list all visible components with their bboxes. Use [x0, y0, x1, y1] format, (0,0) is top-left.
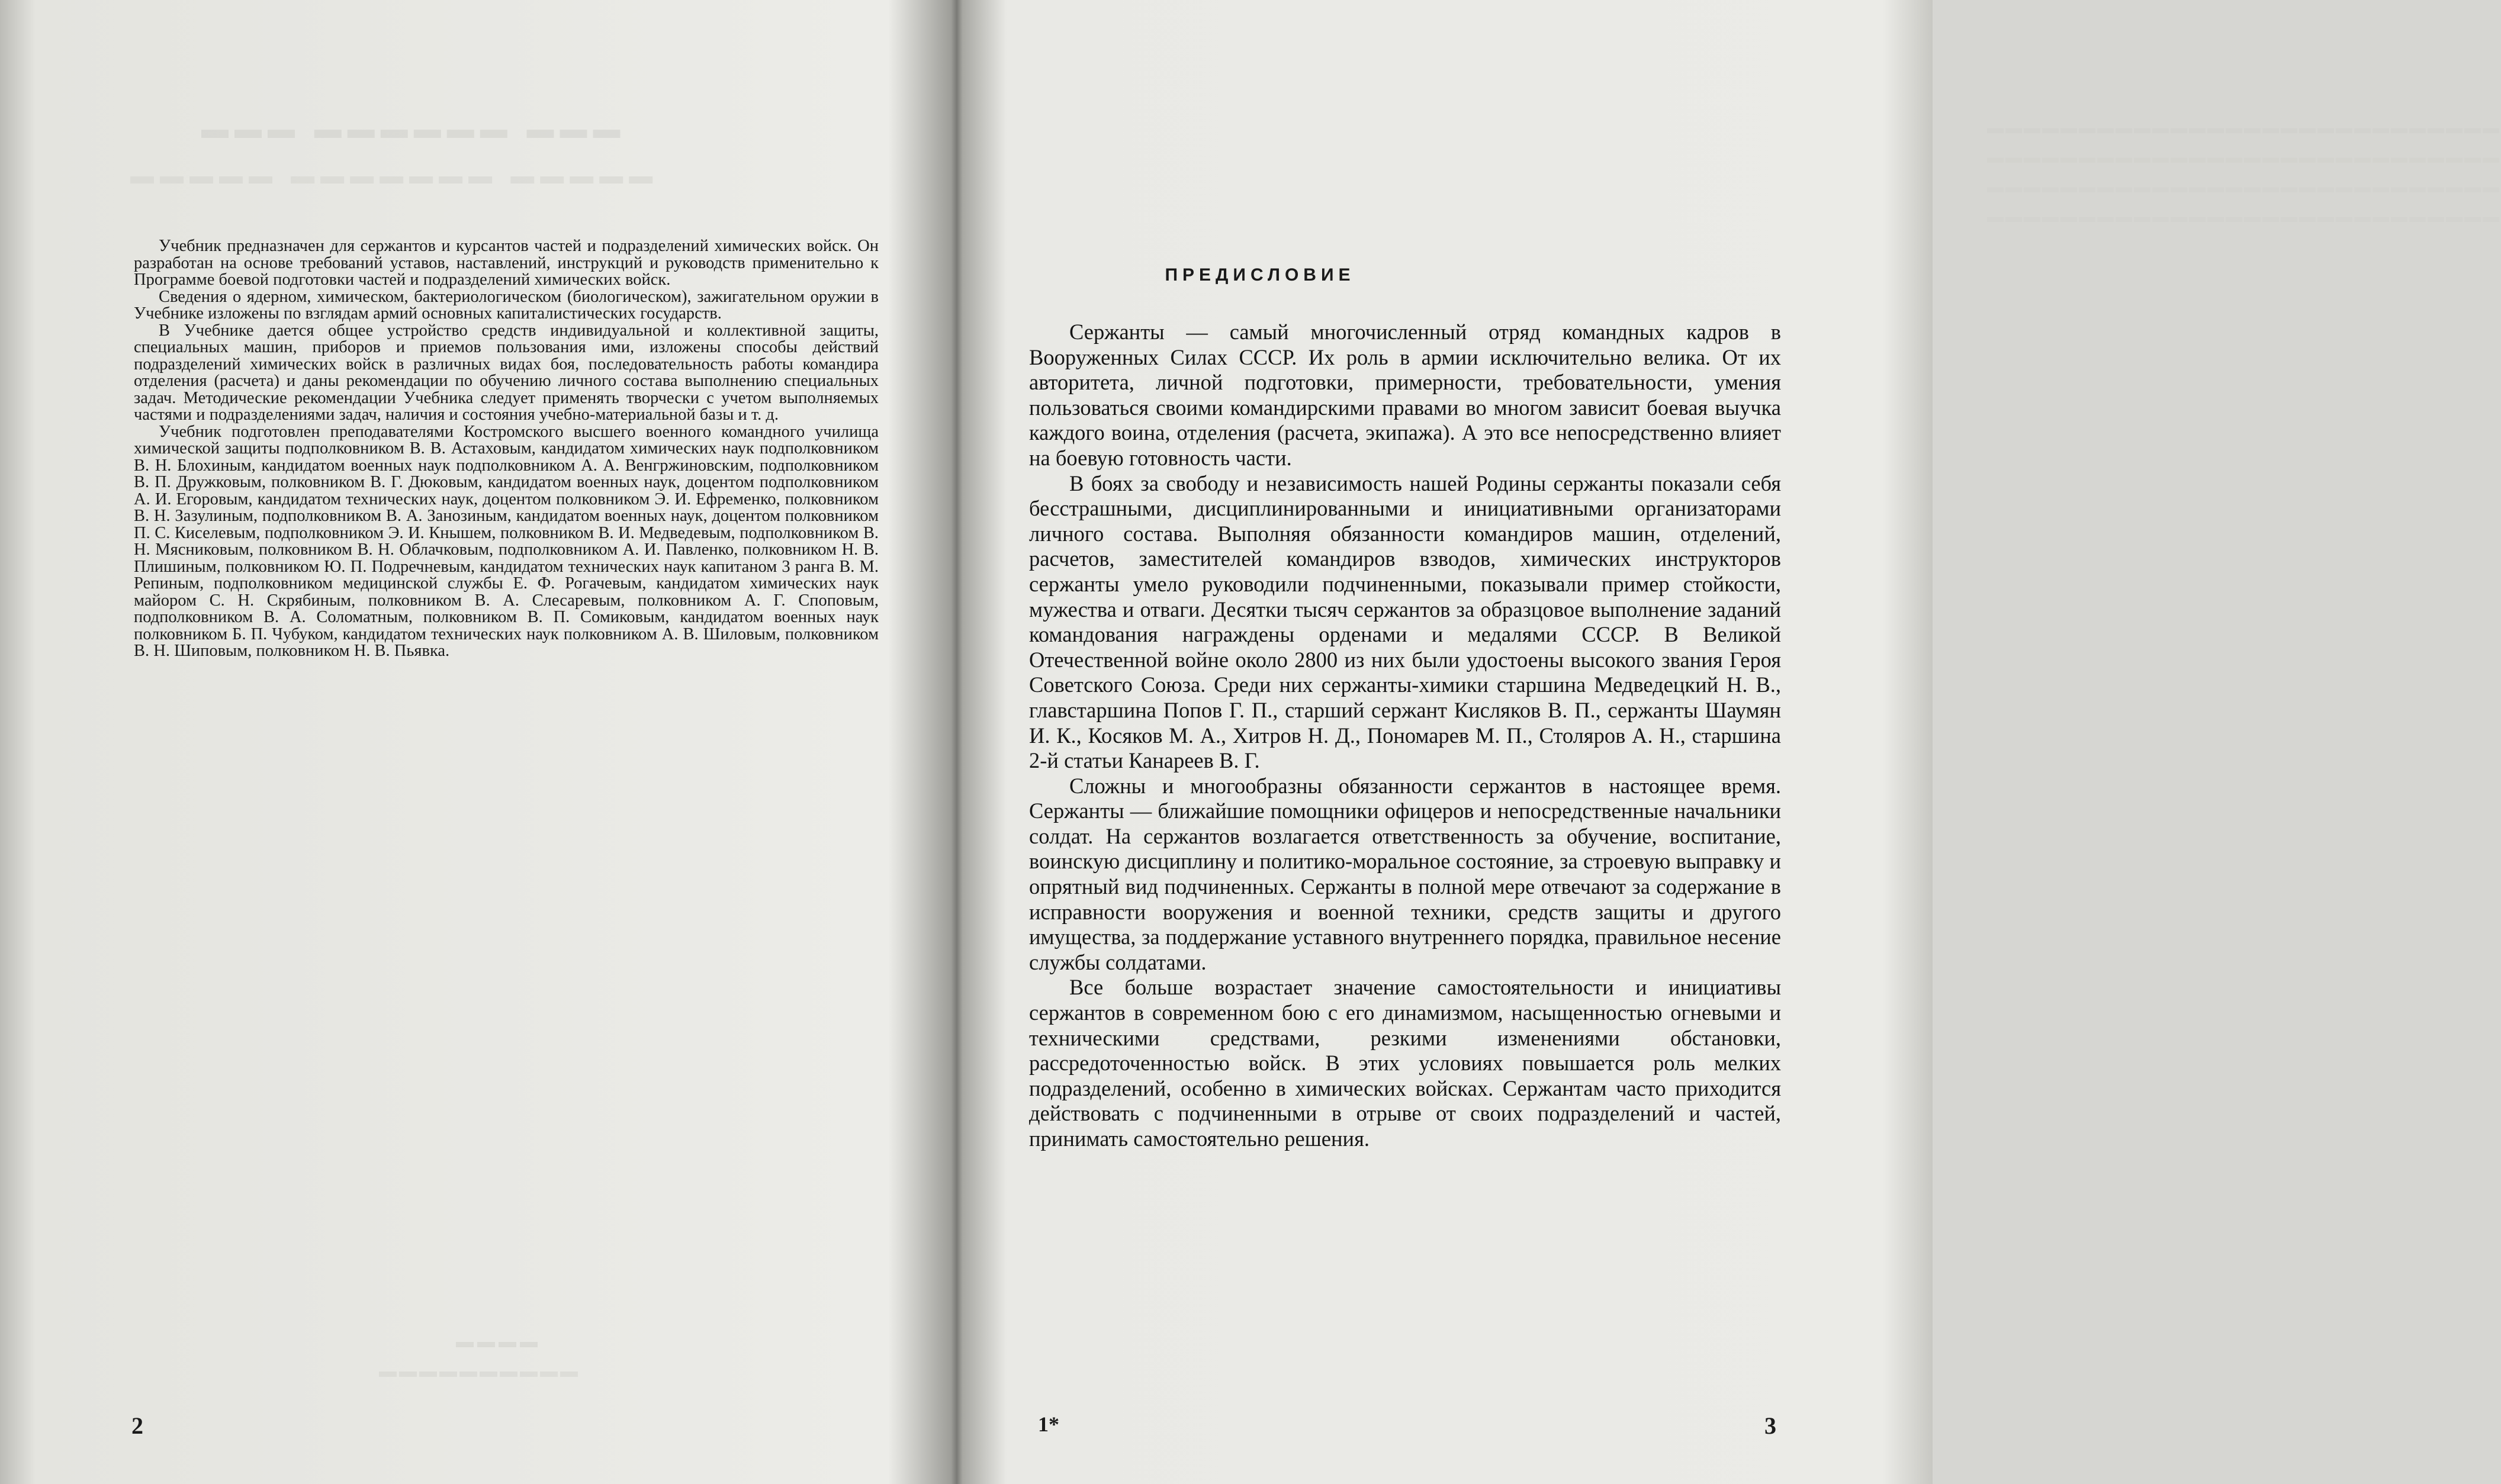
bleed-through-text: ▬▬▬▬▬▬▬▬▬▬▬▬▬▬▬▬▬▬▬▬▬▬▬▬▬▬▬▬: [1987, 178, 2501, 196]
bleed-through-text: ▬▬▬▬▬ ▬▬▬▬▬▬▬ ▬▬▬▬▬: [130, 163, 659, 189]
page-number-right: 3: [1764, 1412, 1776, 1439]
left-page: [0, 0, 952, 1484]
left-page-text: [134, 238, 879, 660]
bleed-through-text: ▬▬▬▬▬▬▬▬▬▬▬▬▬▬▬▬▬▬▬▬▬▬▬▬▬▬▬▬: [1987, 118, 2501, 137]
paragraph: Сложны и многообразны обязанности сержантов в настоящее время. Сержанты — ближайшие помощники офицеров и непосредственные начальники солдат. На сержантов возлагается ответственность за обучение, воспитание, воинскую дисциплину и политико-моральное состояние, за строевую выправку и опрятный вид подчиненных. Сержанты в полной мере отвечают за содержание в исправности вооружения и военной техники, средств защиты и другого имущества, за поддержание уставного внутреннего порядка, правильное несение службы солдатами.: [1029, 773, 1781, 974]
right-page-text: [1029, 320, 1781, 1152]
bleed-through-text: ▬▬▬ ▬▬▬▬▬▬ ▬▬▬: [201, 113, 626, 144]
bleed-through-text: ▬▬▬▬▬▬▬▬▬▬▬▬▬▬▬▬▬▬▬▬▬▬▬▬▬▬▬▬: [1987, 207, 2501, 226]
paragraph: Сержанты — самый многочисленный отряд командных кадров в Вооруженных Силах СССР. Их роль в армии исключительно велика. От их авторитета, личной подготовки, примерности, требовательности, умения пользоваться своими командирскими правами во многом зависит боевая выучка каждого воина, отделения (расчета, экипажа). А это все непосредственно влияет на боевую готовность части.: [1029, 320, 1781, 470]
paragraph: Учебник подготовлен преподавателями Костромского высшего военного командного училища химической защиты подполковником В. В. Астаховым, кандидатом химических наук подполковником В. Н. Блохиным, кандидатом военных наук подполковником А. А. Венгржиновским, подполковником В. П. Дружковым, полковником В. Г. Дюковым, кандидатом военных наук, доцентом подполковником А. И. Егоровым, кандидатом технических наук, доцентом полковником Э. И. Ефременко, полковником В. Н. Зазулиным, подполковником В. А. Занозиным, кандидатом военных наук, доцентом полковником П. С. Киселевым, подполковником Э. И. Кнышем, полковником В. И. Медведевым, подполковником В. Н. Мясниковым, полковником В. Н. Облачковым, подполковником А. И. Павленко, полковником Н. В. Плишиным, полковником Ю. П. Подречневым, кандидатом технических наук капитаном 3 ранга В. М. Репиным, подполковником медицинской службы Е. Ф. Рогачевым, кандидатом химических наук майором С. Н. Скрябиным, полковником В. А. Слесаревым, полковником А. Г. Споповым, подполковником В. А. Соломатным, полковником В. П. Сомиковым, кандидатом военных наук полковником Б. П. Чубуком, кандидатом технических наук полковником А. В. Шиловым, полковником В. Н. Шиповым, полковником Н. В. Пьявка.: [134, 422, 879, 660]
page-number-left: 2: [131, 1412, 143, 1439]
paragraph: Учебник предназначен для сержантов и курсантов частей и подразделений химических войск. Он разработан на основе требований уставов, наставлений, инструкций и руководств применительно к Программе боевой подготовки частей и подразделений химических войск.: [134, 237, 879, 289]
paragraph: Все больше возрастает значение самостоятельности и инициативы сержантов в современном бою с его динамизмом, насыщенностью огневыми и техническими средствами, резкими изменениями обстановки, рассредоточенностью войск. В этих условиях повышается роль мелких подразделений, особенно в химических войсках. Сержантам часто приходится действовать с подчиненными в отрыве от своих подразделений и частей, принимать самостоятельно решения.: [1029, 975, 1781, 1151]
paragraph: В Учебнике дается общее устройство средств индивидуальной и коллективной защиты, специальных машин, приборов и приемов пользования ими, изложены способы действий подразделений химических войск в различных видах боя, последовательность работы командира отделения (расчета) и даны рекомендации по обучению личного состава выполнению специальных задач. Методические рекомендации Учебника следует применять творчески с учетом выполняемых частями и подразделениями задач, наличия и состояния учебно-материальной базы и т. д.: [134, 321, 879, 424]
bleed-through-text: ▬▬▬▬▬▬▬▬▬▬: [379, 1361, 580, 1381]
paragraph: В боях за свободу и независимость нашей Родины сержанты показали себя бесстрашными, дисциплинированными и инициативными организаторами личного состава. Выполняя обязанности командиров машин, отделений, расчетов, заместителей командиров взводов, химических инструкторов сержанты умело руководили подчиненными, показывали пример стойкости, мужества и отваги. Десятки тысяч сержантов за образцовое выполнение заданий командования награждены орденами и медалями СССР. В Великой Отечественной войне около 2800 из них были удостоены высокого звания Героя Советского Союза. Среди них сержанты-химики старшина Медведецкий Н. В., главстаршина Попов Г. П., старший сержант Кисляков В. П., сержанты Шаумян И. К., Косяков М. А., Хитров Н. Д., Пономарев М. П., Столяров А. Н., старшина 2-й статьи Канареев В. Г.: [1029, 471, 1781, 773]
paragraph: Сведения о ядерном, химическом, бактериологическом (биологическом), зажигательном оружии в Учебнике изложены по взглядам армий основных капиталистических государств.: [134, 287, 879, 323]
bleed-through-text: ▬▬▬▬▬▬▬▬▬▬▬▬▬▬▬▬▬▬▬▬▬▬▬▬▬▬▬▬: [1987, 148, 2501, 166]
page-title: ПРЕДИСЛОВИЕ: [1165, 265, 1355, 285]
bleed-through-text: ▬▬▬▬: [456, 1332, 541, 1351]
signature-mark: 1*: [1038, 1412, 1059, 1436]
